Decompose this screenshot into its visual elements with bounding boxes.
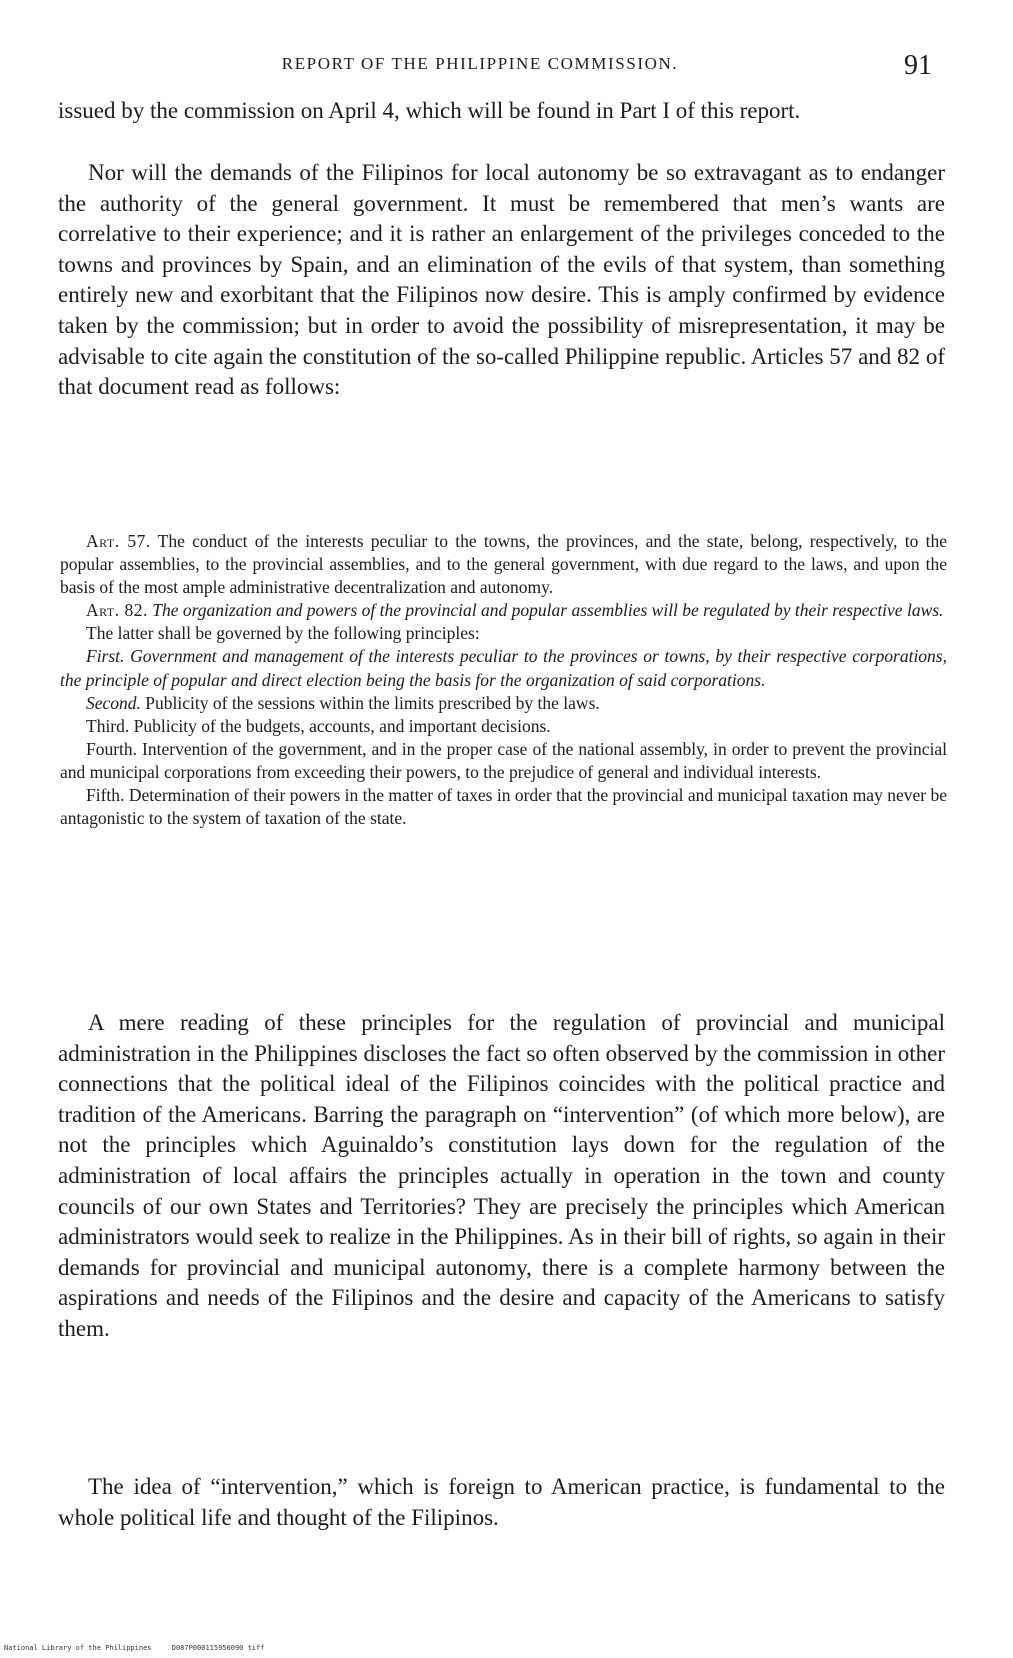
paragraph-intervention: The idea of “intervention,” which is foreign to American practice, is fundamental to the whole political life and thought of the Filipinos. xyxy=(58,1474,945,1530)
principle-third xyxy=(60,715,947,738)
paragraph-local-autonomy: Nor will the demands of the Filipinos for local autonomy be so extravagant as to endanger the authority of the general government. It must be remembered that men’s wants are correlative to their experience; and it is rather an enlargement of the privileges conceded to the towns and provinces by Spain, and an elimination of the evils of that system, than something entirely new and exorbitant that the Filipinos now desire. This is amply confirmed by evidence taken by the commission; but in order to avoid the possibility of misrepresentation, it may be advisable to cite again the constitution of the so-called Philippine republic. Articles 57 and 82 of that document read as follows: xyxy=(58,160,945,400)
principle-first-label: First. xyxy=(86,646,125,667)
constitution-extract xyxy=(60,530,947,830)
principle-fifth-label: Fifth. xyxy=(86,785,125,806)
principles-intro: The latter shall be governed by the following principles: xyxy=(86,623,480,644)
principle-fourth-label: Fourth. xyxy=(86,738,138,759)
article-82 xyxy=(60,599,947,622)
article-57 xyxy=(60,530,947,599)
principle-third-label: Third. xyxy=(86,715,130,736)
principle-first xyxy=(60,645,947,691)
scan-footer xyxy=(4,1644,280,1652)
paragraph-principles-reading: A mere reading of these principles for the regulation of provincial and municipal administration in the Philippines discloses the fact so often observed by the commission in other connections that the political ideal of the Filipinos coincides with the political practice and tradition of the Americans. Barring the paragraph on “intervention” (of which more below), are not the principles which Aguinaldo’s constitution lays down for the regulation of the administration of local affairs the principles actually in operation in the town and county councils of our own States and Territories? They are precisely the principles which American administrators would seek to realize in the Philippines. As in their bill of rights, so again in their demands for provincial and municipal autonomy, there is a complete harmony between the aspirations and needs of the Filipinos and the desire and capacity of the Americans to satisfy them. xyxy=(58,1010,945,1341)
principle-second-label: Second. xyxy=(86,692,141,713)
principle-fifth xyxy=(60,784,947,830)
article-82-text: The organization and powers of the provincial and popular assemblies will be regulated by their respective laws. xyxy=(147,600,944,621)
paragraph-continuation: issued by the commission on April 4, which will be found in Part I of this report. xyxy=(58,98,801,123)
principle-second xyxy=(60,692,947,715)
principle-fifth-text: Determination of their powers in the matter of taxes in order that the provincial and municipal taxation may never be antagonistic to the system of taxation of the state. xyxy=(60,785,947,829)
article-82-label: Art. 82. xyxy=(86,600,148,621)
principle-first-text: Government and management of the interests peculiar to the provinces or towns, by their respective corporations, the principle of popular and direct election being the basis for the organization of said corporations. xyxy=(60,646,947,690)
article-57-label: Art. 57. xyxy=(86,531,151,551)
principle-fourth xyxy=(60,738,947,784)
article-57-text: The conduct of the interests peculiar to the towns, the provinces, and the state, belong, respectively, to the popular assemblies, to the provincial assemblies, and to the general government, with due regard to the laws, and upon the basis of the most ample administrative decentralization and autonomy. xyxy=(60,531,947,598)
page-number: 91 xyxy=(904,50,932,81)
principle-fourth-text: Intervention of the government, and in the proper case of the national assembly, in order to prevent the provincial and municipal corporations from exceeding their powers, to the prejudice of general and individual interests. xyxy=(60,738,947,782)
principle-third-text: Publicity of the budgets, accounts, and important decisions. xyxy=(129,715,551,736)
running-title: REPORT OF THE PHILIPPINE COMMISSION. xyxy=(281,54,679,73)
footer-library: National Library of the Philippines xyxy=(4,1644,152,1652)
footer-file: D087P000115950090 tiff xyxy=(171,1644,265,1652)
principle-second-text: Publicity of the sessions within the limits prescribed by the laws. xyxy=(140,692,600,713)
